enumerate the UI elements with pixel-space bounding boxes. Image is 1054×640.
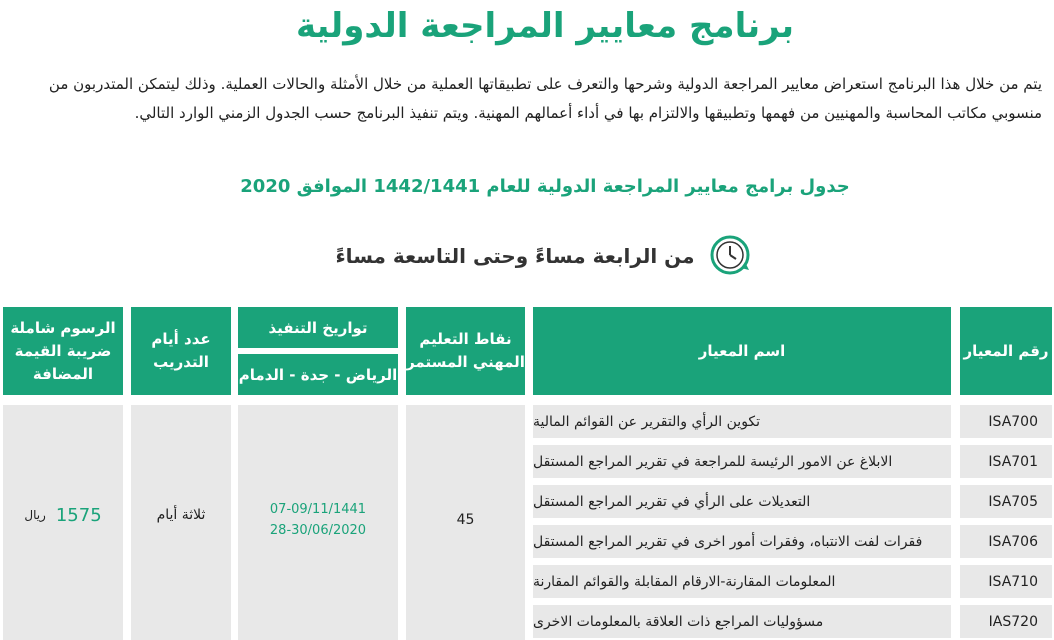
row-code: ISA705: [960, 485, 1052, 518]
row-name: فقرات لفت الانتباه، وفقرات أمور اخرى في تقرير المراجع المستقل: [533, 525, 951, 558]
header-fees: الرسوم شاملة ضريبة القيمة المضافة: [3, 307, 123, 395]
time-label: من الرابعة مساءً وحتى التاسعة مساءً: [335, 244, 695, 268]
row-code: IAS720: [960, 605, 1052, 638]
row-code: ISA700: [960, 405, 1052, 438]
header-code: رقم المعيار: [960, 307, 1052, 395]
header-dates-title: تواريخ التنفيذ: [238, 307, 398, 348]
header-dates: [238, 307, 398, 395]
row-name: مسؤوليات المراجع ذات العلاقة بالمعلومات الاخرى: [533, 605, 951, 638]
header-dates-cities: الرياض - جدة - الدمام: [238, 354, 398, 395]
dates-hijri: 07-09/11/1441: [269, 502, 367, 517]
fee-value: [3, 495, 123, 535]
header-days: عدد أيام التدريب: [131, 307, 231, 395]
cpe-points: 45: [456, 512, 475, 528]
header-name: اسم المعيار: [533, 307, 951, 395]
row-code: ISA706: [960, 525, 1052, 558]
clock-icon: [707, 232, 755, 280]
page-title: برنامج معايير المراجعة الدولية: [295, 6, 795, 46]
row-code: ISA701: [960, 445, 1052, 478]
row-name: المعلومات المقارنة-الارقام المقابلة والقوائم المقارنة: [533, 565, 951, 598]
execution-dates: [238, 495, 398, 545]
training-days: ثلاثة أيام: [156, 507, 206, 523]
row-name: تكوين الرأي والتقرير عن القوائم المالية: [533, 405, 951, 438]
row-name: التعديلات على الرأي في تقرير المراجع المستقل: [533, 485, 951, 518]
schedule-subtitle: جدول برامج معايير المراجعة الدولية للعام 1442/1441 الموافق 2020: [240, 176, 850, 197]
time-row: [0, 232, 1054, 280]
dates-gregorian: 28-30/06/2020: [269, 523, 367, 538]
row-name: الابلاغ عن الامور الرئيسة للمراجعة في تقرير المراجع المستقل: [533, 445, 951, 478]
row-code: ISA710: [960, 565, 1052, 598]
fee-amount: 1575: [55, 504, 102, 526]
header-cpe: نقاط التعليم المهني المستمر: [406, 307, 525, 395]
fee-currency: ريال: [24, 508, 46, 522]
intro-paragraph: يتم من خلال هذا البرنامج استعراض معايير المراجعة الدولية وشرحها والتعرف على تطبيقاتها العملية من خلال الأمثلة والحالات العملية. وذلك ليتمكن المتدربون من منسوبي مكاتب المحاسبة والمهنيين من فهمها وتطبيقها والالتزام بها في أداء أعمالهم المهنية. ويتم تنفيذ البرنامج حسب الجدول الزمني الوارد التالي.: [48, 75, 1042, 122]
